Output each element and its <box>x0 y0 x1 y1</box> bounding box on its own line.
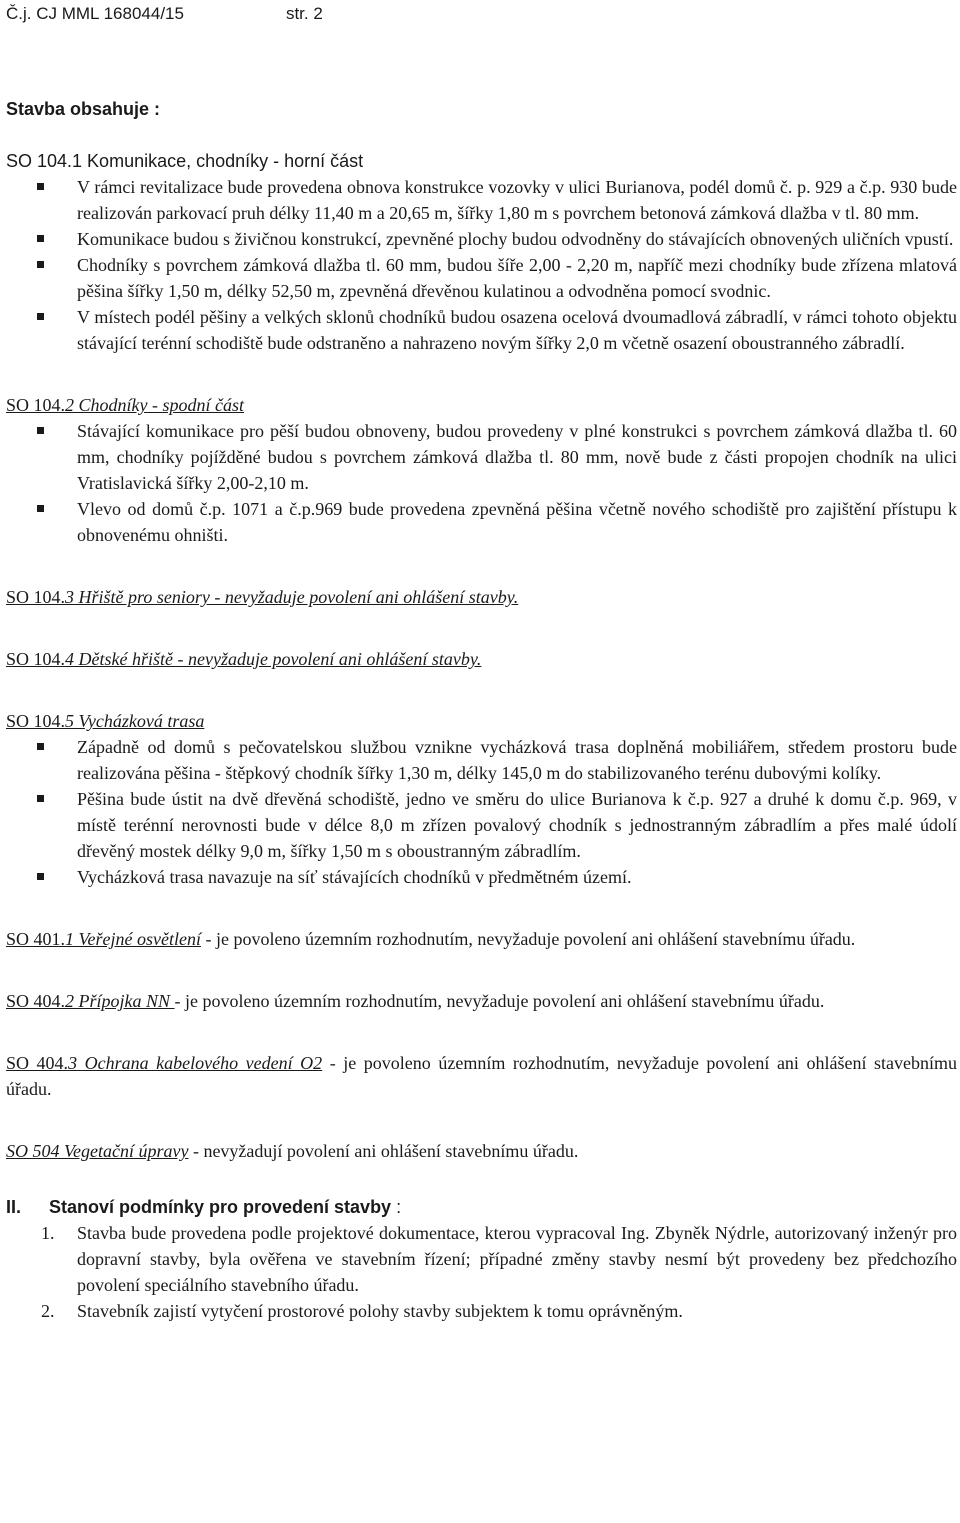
item-text: Stavebník zajistí vytyčení prostorové polohy stavby subjektem k tomu oprávněným. <box>77 1301 683 1321</box>
item-number: 2. <box>41 1301 55 1321</box>
section-so-104-3 <box>6 584 957 610</box>
section-code: SO 404. <box>6 991 66 1011</box>
section-code: SO 404. <box>6 1053 69 1073</box>
bullet-list <box>6 418 957 548</box>
section-code: SO 104. <box>6 649 66 669</box>
section-title: SO 104.1 Komunikace, chodníky - horní část <box>6 151 364 171</box>
section-code: SO 104. <box>6 395 66 415</box>
numbered-list <box>6 1220 957 1324</box>
section-so-404-3 <box>6 1050 957 1102</box>
section-so-104-2 <box>6 392 957 548</box>
section-so-504 <box>6 1138 957 1164</box>
item-number: 1. <box>41 1223 55 1243</box>
section-so-104-4 <box>6 646 957 672</box>
section-code: SO 104. <box>6 587 66 607</box>
list-item: V místech podél pěšiny a velkých sklonů chodníků budou osazena ocelová dvoumadlová zábradlí, v rámci tohoto objektu stávající terénní schodiště bude odstraněno a nahrazeno novým šířky 2,0 m včetně osazení oboustranného zábradlí. <box>6 304 957 356</box>
section-name: SO 504 Vegetační úpravy <box>6 1141 189 1161</box>
section-note: - je povoleno územním rozhodnutím, nevyžaduje povolení ani ohlášení stavebnímu úřadu. <box>200 929 856 949</box>
list-item <box>6 1220 957 1298</box>
section-so-104-5 <box>6 708 957 890</box>
section-name: 2 Přípojka NN <box>65 991 175 1011</box>
list-item <box>6 1298 957 1324</box>
section-name: 1 Veřejné osvětlení <box>65 929 201 949</box>
list-item: Západně od domů s pečovatelskou službou vznikne vycházková trasa doplněná mobiliářem, středem prostoru bude realizována pěšina - štěpkový chodník šířky 1,30 m, délky 145,0 m do stabilizovaného terénu dubovými kolíky. <box>6 734 957 786</box>
section-so-104-1 <box>6 148 957 356</box>
section-code: SO 401. <box>6 929 66 949</box>
section-code: SO 104. <box>6 711 66 731</box>
section-ii <box>6 1194 957 1324</box>
list-item: Stávající komunikace pro pěší budou obnoveny, budou provedeny v plné konstrukci s povrchem zámková dlažba tl. 60 mm, chodníky pojížděné budou s povrchem zámková dlažba tl. 80 mm, nově bude z části propojen chodník na ulici Vratislavická šířky 2,00-2,10 m. <box>6 418 957 496</box>
list-item: Chodníky s povrchem zámková dlažba tl. 60 mm, budou šíře 2,00 - 2,20 m, napříč mezi chodníky bude zřízena mlatová pěšina šířky 1,50 m, délky 52,50 m, zpevněná dřevěnou kulatinou a odvodněna pomocí svodnic. <box>6 252 957 304</box>
section-ii-heading <box>6 1194 957 1220</box>
list-item: Pěšina bude ústit na dvě dřevěná schodiště, jedno ve směru do ulice Burianova k č.p. 927 a druhé k domu č.p. 969, v místě terénní nerovnosti bude v délce 8,0 m zřízen povalový chodník s jednostranným zábradlím a přes malé údolí dřevěný mostek délky 9,0 m, šířky 1,50 m s oboustranným zábradlím. <box>6 786 957 864</box>
section-title <box>6 392 957 418</box>
section-so-404-2 <box>6 988 957 1014</box>
stavba-heading: Stavba obsahuje : <box>6 99 161 119</box>
section-ii-title: Stanoví podmínky pro provedení stavby <box>49 1197 392 1217</box>
section-so-401-1 <box>6 926 957 952</box>
section-note: - nevyžadují povolení ani ohlášení stavebnímu úřadu. <box>188 1141 579 1161</box>
page-header <box>6 2 323 26</box>
section-ii-colon: : <box>391 1197 402 1217</box>
section-title <box>6 708 957 734</box>
section-name: 4 Dětské hřiště - nevyžaduje povolení ani ohlášení stavby. <box>65 649 482 669</box>
list-item: Vlevo od domů č.p. 1071 a č.p.969 bude provedena zpevněná pěšina včetně nového schodiště pro zajištění přístupu k obnovenému ohništi. <box>6 496 957 548</box>
section-name: 3 Ochrana kabelového vedení O2 <box>68 1053 323 1073</box>
list-item: Vycházková trasa navazuje na síť stávajících chodníků v předmětném území. <box>6 864 957 890</box>
bullet-list <box>6 734 957 890</box>
page-number: str. 2 <box>285 4 323 23</box>
section-note: - je povoleno územním rozhodnutím, nevyžaduje povolení ani ohlášení stavebnímu úřadu. <box>6 1053 957 1099</box>
document-content <box>6 96 957 1324</box>
roman-numeral: II. <box>6 1197 22 1217</box>
section-name: 5 Vycházková trasa <box>65 711 205 731</box>
list-item: V rámci revitalizace bude provedena obnova konstrukce vozovky v ulici Burianova, podél domů č. p. 929 a č.p. 930 bude realizován parkovací pruh délky 11,40 m a 20,65 m, šířky 1,80 m s povrchem betonová zámková dlažba v tl. 80 mm. <box>6 174 957 226</box>
section-name: 2 Chodníky - spodní část <box>65 395 244 415</box>
reference-number: Č.j. CJ MML 168044/15 <box>6 4 184 23</box>
list-item: Komunikace budou s živičnou konstrukcí, zpevněné plochy budou odvodněny do stávajících obnovených uličních vpustí. <box>6 226 957 252</box>
section-note: - je povoleno územním rozhodnutím, nevyžaduje povolení ani ohlášení stavebnímu úřadu. <box>174 991 825 1011</box>
section-name: 3 Hřiště pro seniory - nevyžaduje povolení ani ohlášení stavby. <box>65 587 519 607</box>
item-text: Stavba bude provedena podle projektové dokumentace, kterou vypracoval Ing. Zbyněk Nýdrle, autorizovaný inženýr pro dopravní stavby, byla ověřena ve stavebním řízení; případné změny stavby nesmí být provedeny bez předchozího povolení speciálního stavebního úřadu. <box>77 1223 957 1295</box>
bullet-list <box>6 174 957 356</box>
